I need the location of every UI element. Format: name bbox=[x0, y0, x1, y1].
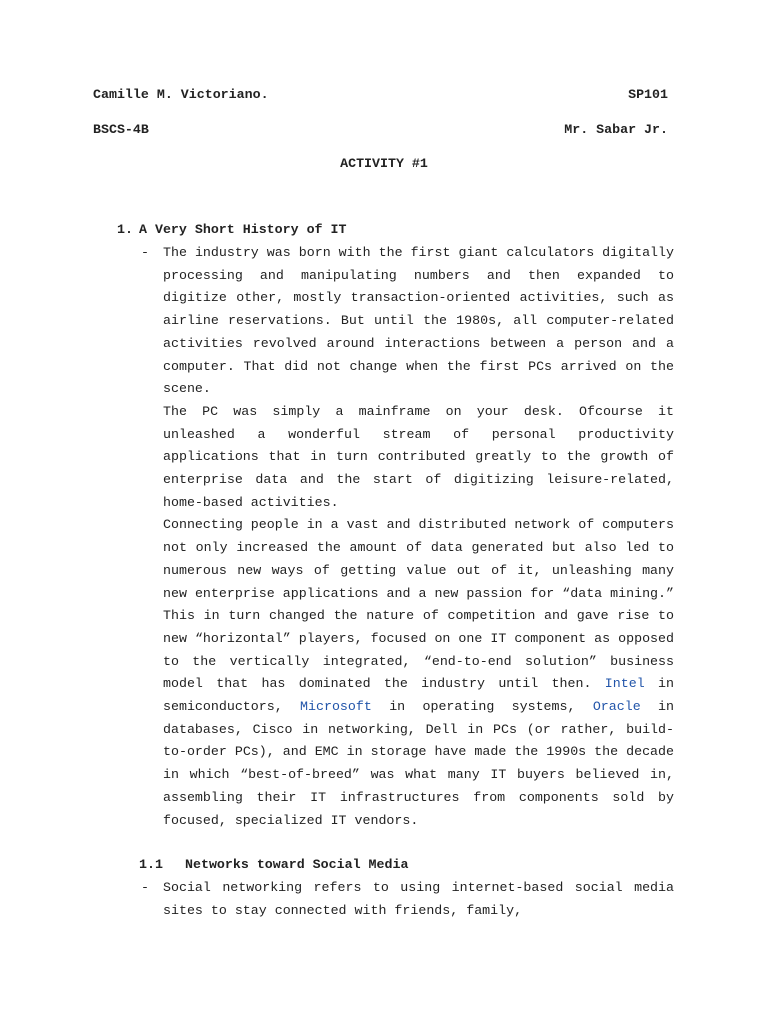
subsection-number: 1.1 bbox=[139, 857, 163, 872]
bullet-dash: - bbox=[141, 880, 149, 895]
course-code: SP101 bbox=[628, 87, 668, 102]
subsection-body bbox=[163, 877, 674, 922]
link-microsoft[interactable]: Microsoft bbox=[300, 699, 372, 715]
paragraph bbox=[163, 514, 674, 832]
link-oracle[interactable]: Oracle bbox=[592, 699, 641, 715]
author-name: Camille M. Victoriano. bbox=[93, 87, 269, 102]
paragraph-text: in operating systems, bbox=[371, 699, 593, 715]
section-name: BSCS-4B bbox=[93, 122, 149, 137]
paragraph-text: in databases, Cisco in networking, Dell in PCs (or rather, build-to-order PCs), and EMC in storage have made the 1990s the decade in which “best-of-breed” was what many IT buyers believed in, assembling their IT infrastructures from components sold by focused, specialized IT vendors. bbox=[163, 699, 674, 828]
header-row-1 bbox=[93, 86, 668, 104]
activity-title: ACTIVITY #1 bbox=[340, 156, 428, 171]
section-heading-text: A Very Short History of IT bbox=[139, 222, 347, 237]
section-body bbox=[163, 242, 674, 832]
subsection-heading bbox=[139, 856, 408, 874]
link-intel[interactable]: Intel bbox=[604, 676, 645, 692]
instructor-name: Mr. Sabar Jr. bbox=[564, 122, 668, 137]
paragraph: Social networking refers to using internet-based social media sites to stay connected with friends, family, bbox=[163, 880, 674, 918]
paragraph-text: in semiconductors, bbox=[163, 676, 674, 715]
paragraph-text: Connecting people in a vast and distributed network of computers not only increased the amount of data generated but also led to numerous new ways of getting value out of it, unleashing many new enterprise applications and a new passion for “data mining.” This in turn changed the nature of competition and gave rise to new “horizontal” players, focused on one IT component as opposed to the vertically integrated, “end-to-end solution” business model that has dominated the industry until then. bbox=[163, 517, 674, 692]
header-row-2 bbox=[93, 121, 668, 139]
paragraph: The industry was born with the first giant calculators digitally processing and manipulating numbers and then expanded to digitize other, mostly transaction-oriented activities, such as airline reservations. But until the 1980s, all computer-related activities revolved around interactions between a person and a computer. That did not change when the first PCs arrived on the scene. bbox=[163, 245, 674, 397]
bullet-dash: - bbox=[141, 245, 149, 260]
section-heading bbox=[117, 221, 346, 239]
subsection-heading-text: Networks toward Social Media bbox=[185, 857, 409, 872]
section-number: 1. bbox=[117, 222, 133, 237]
paragraph: The PC was simply a mainframe on your desk. Ofcourse it unleashed a wonderful stream of personal productivity applications that in turn contributed greatly to the growth of enterprise data and the start of digitizing leisure-related, home-based activities. bbox=[163, 403, 674, 510]
